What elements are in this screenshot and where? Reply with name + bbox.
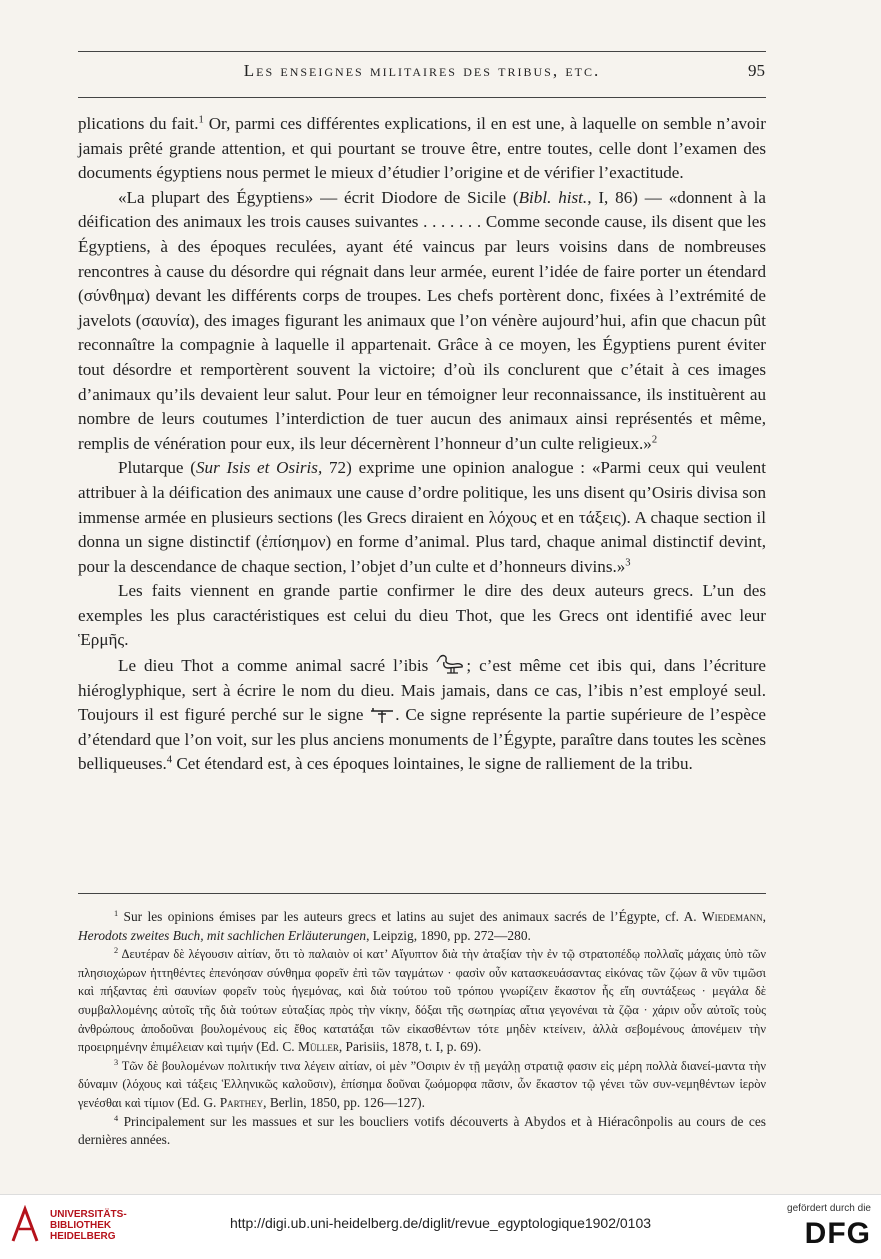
paragraph-1: plications du fait.$^1$ Or, parmi ces différentes explications, il en est une, à laquelle on semble n’avoir jamais prêté grande attention, et qui pourtant se trouve être, entre toutes, celle dont l’examen des documents égyptiens nous permet le mieux d’étudier l’origine et de vérifier l’exactitude. <box>78 114 766 183</box>
main-text <box>78 112 766 777</box>
page-number: 95 <box>748 61 765 80</box>
running-head-title: Les enseignes militaires des tribus, etc. <box>243 61 601 80</box>
library-name: UNIVERSITÄTS- BIBLIOTHEK HEIDELBERG <box>50 1209 127 1242</box>
dfg-logo: DFG <box>804 1217 871 1250</box>
footnote-4: $^4$ Principalement sur les massues et sur les boucliers votifs découverts à Abydos et à Hiéracônpolis au cours de ces dernières années. <box>78 1113 766 1148</box>
paragraph-5: Le dieu Thot a comme animal sacré l’ibis ; c’est même cet ibis qui, dans l’écriture hiéroglyphique, sert à écrire le nom du dieu. Mais jamais, dans ce cas, l’ibis n’est employé seul. Toujours il est figuré perché sur le signe . Ce signe représente la partie supérieure de l’espèce d’étendard que l’on voit, sur les plus anciens monuments de l’Égypte, paraître dans toutes les scènes belliqueuses.$^4$ Cet étendard est, à ces époques lointaines, le signe de ralliement de la tribu. <box>78 653 766 777</box>
footnote-rule <box>78 893 766 894</box>
footnote-ref-4: 4 <box>166 755 173 767</box>
ibis-hieroglyph-icon <box>436 653 466 677</box>
header-bottom-rule <box>78 97 766 98</box>
footnote-ref-2: 2 <box>651 434 658 446</box>
header-top-rule <box>78 51 766 52</box>
footnote-ref-3: 3 <box>625 557 631 569</box>
footnotes <box>78 908 766 1150</box>
paragraph-2: «La plupart des Égyptiens» — écrit Diodore de Sicile (Bibl. hist., I, 86) — «donnent à la déification des animaux les trois causes suivantes . . . . . . . Comme seconde cause, ils disent que les Égyptiens, à des époques reculées, ayant été vaincus par leurs voisins dans de nombreuses rencontres à cause du désordre qui régnait dans leur armée, eurent l’idée de faire porter un étendard (σύνθημα) devant les différents corps de troupes. Les chefs portèrent donc, fixées à l’extrémité de javelots (σαυνία), des images figurant les animaux que l’on vénère aujourd’hui, afin que chacun pût reconnaître la compagnie à laquelle il appartenait. Grâce à ce moyen, les Égyptiens purent éviter tout désordre et remportèrent souvent la victoire; d’où ils conclurent que c’était à ces images d’animaux qu’ils devaient leur salut. Pour leur en témoigner leur reconnaissance, ils instituèrent au nombre de leurs coutumes l’interdiction de tuer aucun des animaux ainsi représentés et même, remplis de vénération pour eux, ils leur décernèrent l’honneur d’un culte religieux.»$^2$ <box>78 187 766 453</box>
standard-hieroglyph-icon <box>369 706 395 726</box>
permalink-url[interactable]: http://digi.ub.uni-heidelberg.de/diglit/revue_egyptologique1902/0103 <box>229 1215 652 1231</box>
citation-plutarch: Sur Isis et Osiris, <box>195 458 323 478</box>
footnote-2: $^2$ Δευτέραν δὲ λέγουσιν αἰτίαν, ὅτι τὸ παλαιὸν οἱ κατ’ Αἴγυπτον διὰ τὴν ἀταξίαν τὴν ἐν τῷ στρατοπέδῳ πολλαῖς μάχαις ὑπὸ τῶν πλησιοχώρων ἡττηθέντες ἐπενόησαν σύνθημα φορεῖν ἐπὶ τῶν ταγμάτων · φασὶν οὖν κατασκευάσαντας εἰκόνας τῶν ζῴων ἃ νῦν τιμῶσι καὶ πήξαντας ἐπὶ σαυνίων φορεῖν τοὺς ἡγεμόνας, καὶ διὰ τούτου τοῦ τρόπου γνωρίζειν ἕκαστον ἧς εἴη συντάξεως · μεγάλα δὲ συμβαλλομένης αὐτοῖς τῆς διὰ τούτων εὐταξίας πρὸς τὴν νίκην, δόξαι τῆς σωτηρίας αἴτια γεγονέναι τὰ ζῷα · χάριν οὖν αὐτοῖς τοὺς ἀνθρώπους ἀποδοῦναι βουλομένους εἰς ἔθος κατατάξαι τῶν εἰκασθέντων τότε μηδὲν κτείνειν, ἀλλὰ σεβομένους ἀπονέμειν τὴν προειρημένην ἐπιμέλειαν καὶ τιμήν (Ed. C. Müller, Parisiis, 1878, t. I, p. 69). <box>78 946 766 1055</box>
citation-diodorus: Bibl. hist. <box>518 187 588 207</box>
footnote-ref-1: 1 <box>198 114 204 126</box>
paragraph-4: Les faits viennent en grande partie confirmer le dire des deux auteurs grecs. L’un des exemples les plus caractéristiques est celui du dieu Thot, que les Grecs ont identifié avec leur Ἑρμῆς. <box>78 581 766 650</box>
footnote-3: $^3$ Τῶν δὲ βουλομένων πολιτικήν τινα λέγειν αἰτίαν, οἱ μὲν ”Οσιριν ἐν τῇ μεγάλῃ στρατιᾷ φασιν εἰς μέρη πολλὰ διανεί-μαντα τὴν δύναμιν (λόχους καὶ τάξεις Ἑλληνικῶς καλοῦσιν), ἐπίσημα δοῦναι ζωόμορφα πᾶσιν, ὧν ἕκαστον τῷ γένει τῶν συν-νεμηθέντων ἱερὸν γενέσθαι καὶ τίμιον (Ed. G. Parthey, Berlin, 1850, pp. 126—127). <box>78 1057 766 1110</box>
funding-note: gefördert durch die <box>787 1203 871 1214</box>
footnote-1: $^1$ Sur les opinions émises par les auteurs grecs et latins au sujet des animaux sacrés de l’Égypte, cf. A. Wiedemann, Herodots zweites Buch, mit sachlichen Erläuterungen, Leipzig, 1890, pp. 272—280. <box>78 909 766 943</box>
paragraph-3: Plutarque (Sur Isis et Osiris, 72) exprime une opinion analogue : «Parmi ceux qui veulent attribuer à la déification des animaux une cause d’ordre politique, les uns disent qu’Osiris divisa son immense armée en plusieurs sections (les Grecs diraient en λόχους et en τάξεις). A chaque section il donna un signe distinctif (ἐπίσημον) en forme d’animal. Plus tard, chaque animal distinctif devint, pour la descendance de chaque section, l’objet d’un culte et d’honneurs divins.»$^3$ <box>78 458 766 576</box>
digitization-footer <box>0 1194 881 1259</box>
